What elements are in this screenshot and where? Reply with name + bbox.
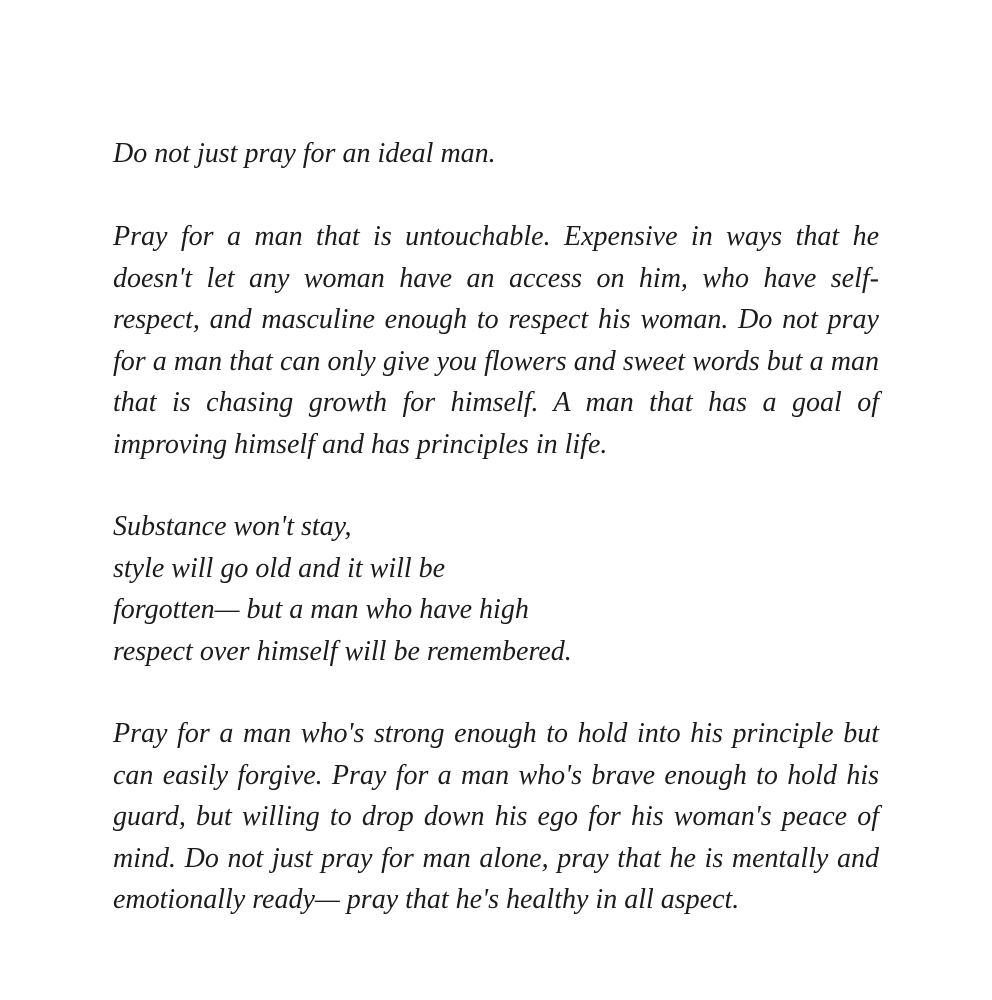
stanza-substance xyxy=(113,506,879,672)
stanza-line: respect over himself will be remembered. xyxy=(113,635,572,667)
stanza-line: style will go old and it will be xyxy=(113,552,446,584)
paragraph-untouchable-man: Pray for a man that is untouchable. Expensive in ways that he doesn't let any woman have an access on him, who have self-respect, and masculine enough to respect his woman. Do not pray for a man that can only give you flowers and sweet words but a man that is chasing growth for himself. A man that has a goal of improving himself and has principles in life. xyxy=(113,221,879,460)
stanza-line: Substance won't stay, xyxy=(113,511,352,542)
stanza-line: forgotten— but a man who have high xyxy=(113,594,529,625)
paragraph-strong-man: Pray for a man who's strong enough to hold into his principle but can easily forgive. Pray for a man who's brave enough to hold his guard, but willing to drop down his ego for his woman's peace of mind. Do not just pray for man alone, pray that he is mentally and emotionally ready— pray that he's healthy in all aspect. xyxy=(113,718,879,915)
intro-line: Do not just pray for an ideal man. xyxy=(113,138,496,169)
